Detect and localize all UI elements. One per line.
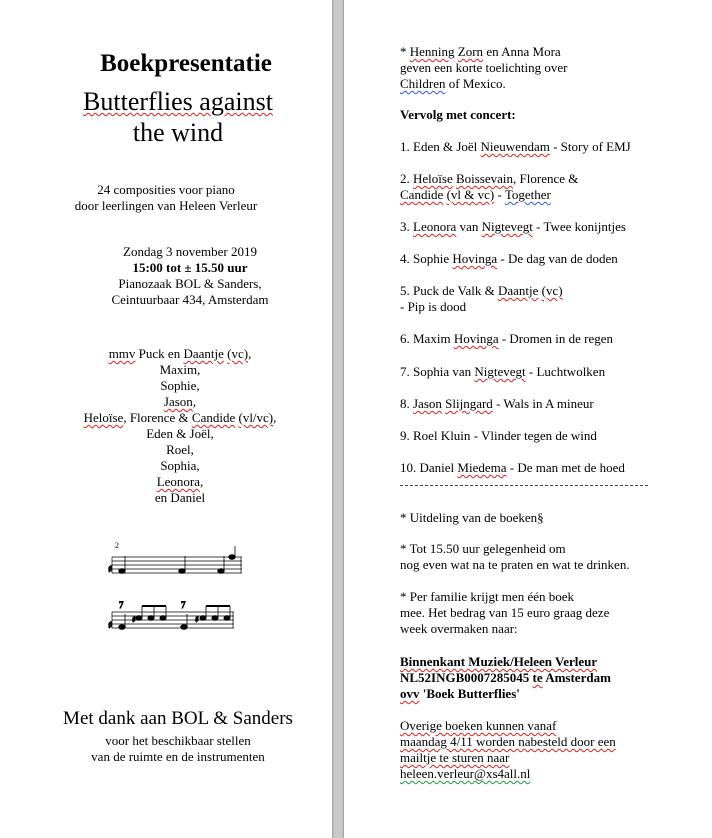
item-name: Candide (400, 187, 444, 202)
item-text: 6. Maxim (400, 331, 454, 346)
subtitle-line1: Butterflies against (83, 87, 273, 116)
item-text: - (494, 187, 505, 202)
program-item-10 (400, 460, 625, 476)
family-line3: week overmaken naar: (400, 621, 518, 636)
note-line2: geven een korte toelichting over (400, 60, 568, 75)
performer-line (0, 346, 360, 362)
daantje: Daantje (183, 346, 224, 361)
sharp-icon: ♯ (108, 621, 113, 631)
bank-line1: Binnenkant Muziek/Heleen Verleur (400, 654, 598, 669)
performer-text: , (248, 346, 252, 361)
event-details (0, 244, 380, 308)
note-presenters (400, 44, 568, 92)
item-text: 3. (400, 219, 413, 234)
item-text: , Florence & (513, 171, 579, 186)
performer-text: , (273, 410, 277, 425)
notes-1 (108, 546, 235, 575)
right-page (344, 0, 712, 838)
item-line (400, 283, 563, 299)
te: te (532, 670, 543, 685)
drinks-note (400, 541, 630, 573)
intro (0, 182, 332, 214)
drinks-line1: * Tot 15.50 uur gelegenheid om (400, 541, 566, 556)
item-text: - Dromen in de regen (498, 331, 614, 346)
ovv: ovv (400, 686, 420, 701)
bank-text: 'Boek Butterflies' (419, 686, 520, 701)
item-name: Hovinga (453, 331, 499, 346)
concert-heading: Vervolg met concert: (400, 107, 516, 122)
family-note (400, 589, 609, 637)
heloise: Heloïse (83, 410, 124, 425)
item-text: 8. (400, 396, 413, 411)
family-line1: * Per familie krijgt men één boek (400, 589, 575, 604)
bank-line2 (400, 670, 611, 686)
order-line2: maandag 4/11 worden nabesteld door een (400, 734, 616, 749)
performer-text: , (192, 394, 197, 409)
vc: (vc) (227, 346, 249, 361)
venue-line1: Pianozaak BOL & Sanders, (118, 276, 262, 291)
books-note: * Uitdeling van de boeken§ (400, 510, 544, 525)
performer-line: Eden & Joël, (146, 426, 214, 441)
candide: Candide (191, 410, 236, 425)
item-name: Miedema (457, 460, 507, 475)
order-note (400, 718, 616, 782)
jason: Jason (163, 394, 193, 409)
bank-line3 (400, 686, 611, 702)
order-line3: mailtje te sturen naar (400, 750, 510, 765)
leonora: Leonora (156, 474, 201, 489)
item-name: (vl & vc) (446, 187, 495, 202)
performer-line (0, 474, 360, 490)
performers (0, 346, 360, 506)
henning: Henning (409, 44, 455, 59)
item-line (400, 171, 578, 187)
item-text: - Twee konijntjes (532, 219, 626, 234)
item-text: - Wals in A mineur (492, 396, 594, 411)
note-line1 (400, 44, 568, 60)
item-name: Jason (413, 396, 442, 411)
measure-number-2: 7 (181, 600, 186, 610)
bank-details (400, 654, 611, 702)
item-text: 10. Daniel (400, 460, 458, 475)
dashed-divider (400, 485, 648, 486)
page-gutter (332, 0, 344, 838)
performer-line (0, 410, 360, 426)
item-text: - Story of EMJ (549, 139, 631, 154)
program-item-9: 9. Roel Kluin - Vlinder tegen de wind (400, 428, 597, 443)
thanks-text (0, 733, 356, 765)
iban: NL52INGB0007285045 (400, 670, 530, 685)
performer-line: en Daniel (154, 490, 206, 505)
zorn: Zorn (457, 44, 484, 59)
family-line2: mee. Het bedrag van 15 euro graag deze (400, 605, 610, 620)
music-score (104, 536, 244, 648)
program-item-7 (400, 364, 605, 380)
item-name: (vc) (541, 283, 563, 298)
performer-text: , Florence & (123, 410, 192, 425)
note-line3 (400, 76, 568, 92)
item-name: Nigtevegt (474, 364, 526, 379)
performer-line (0, 394, 360, 410)
item-name: Slijngard (445, 396, 493, 411)
sharp-icon: ♯ (195, 615, 199, 624)
intro-line2: door leerlingen van Heleen Verleur (74, 198, 258, 213)
item-line: - Pip is dood (400, 299, 467, 314)
performer-text: , (200, 474, 204, 489)
item-line (400, 187, 578, 203)
item-text: 1. Eden & Joël (400, 139, 481, 154)
program-item-2 (400, 171, 578, 203)
item-name: Boissevain (455, 171, 514, 186)
item-text: - De dag van de doden (497, 251, 618, 266)
performer-line: Maxim, (159, 362, 201, 377)
item-text: 4. Sophie (400, 251, 453, 266)
program-item-1 (400, 139, 631, 155)
item-name: Hovinga (452, 251, 498, 266)
left-page (0, 0, 332, 838)
item-name: Nigtevegt (481, 219, 533, 234)
notes-2 (108, 600, 230, 631)
performer-text: Puck en (135, 346, 184, 361)
item-name: Nieuwendam (480, 139, 550, 154)
program-item-3 (400, 219, 626, 235)
program-item-6 (400, 331, 613, 347)
item-text: - De man met de hoed (506, 460, 625, 475)
measure-number: 2 (115, 541, 119, 550)
children: Children (400, 76, 446, 91)
sharp-icon: ♯ (108, 565, 113, 575)
item-text: 2. (400, 171, 413, 186)
email-link[interactable]: heleen.verleur@xs4all.nl (400, 766, 531, 781)
drinks-line2: nog even wat na te praten en wat te drinken. (400, 557, 630, 572)
program-item-8 (400, 396, 594, 412)
vl-vc: (vl/vc) (238, 410, 274, 425)
performer-line: Sophie, (160, 378, 200, 393)
subtitle (0, 86, 356, 148)
item-text: - Luchtwolken (525, 364, 606, 379)
thanks-title: Met dank aan BOL & Sanders (63, 708, 293, 729)
title: Boekpresentatie (100, 50, 272, 77)
mmv: mmv (108, 346, 136, 361)
bank-text: Amsterdam (542, 670, 611, 685)
item-text: van (456, 219, 482, 234)
program-item-4 (400, 251, 618, 267)
sharp-icon: ♯ (132, 615, 136, 624)
item-text: 7. Sophia van (400, 364, 475, 379)
event-time: 15:00 tot ± 15.50 uur (132, 260, 248, 275)
thanks-line2: van de ruimte en de instrumenten (91, 749, 265, 764)
performer-line: Roel, (166, 442, 194, 457)
thanks-line1: voor het beschikbaar stellen (105, 733, 251, 748)
item-name: Heloïse (413, 171, 453, 186)
performer-line: Sophia, (160, 458, 200, 473)
item-name: Together (504, 187, 551, 202)
note-text: * (400, 44, 410, 59)
item-name: Daantje (497, 283, 539, 298)
order-line1: Overige boeken kunnen vanaf (400, 718, 557, 733)
subtitle-line2: the wind (132, 118, 224, 147)
intro-line1: 24 composities voor piano (97, 182, 235, 197)
note-text: of Mexico. (445, 76, 506, 91)
venue-line2: Ceintuurbaar 434, Amsterdam (111, 292, 269, 307)
note-text: en Anna Mora (483, 44, 561, 59)
item-text: 5. Puck de Valk & (400, 283, 498, 298)
event-date: Zondag 3 november 2019 (123, 244, 257, 259)
item-name: Leonora (413, 219, 457, 234)
measure-number-2: 7 (119, 600, 124, 610)
program-item-5 (400, 283, 563, 315)
